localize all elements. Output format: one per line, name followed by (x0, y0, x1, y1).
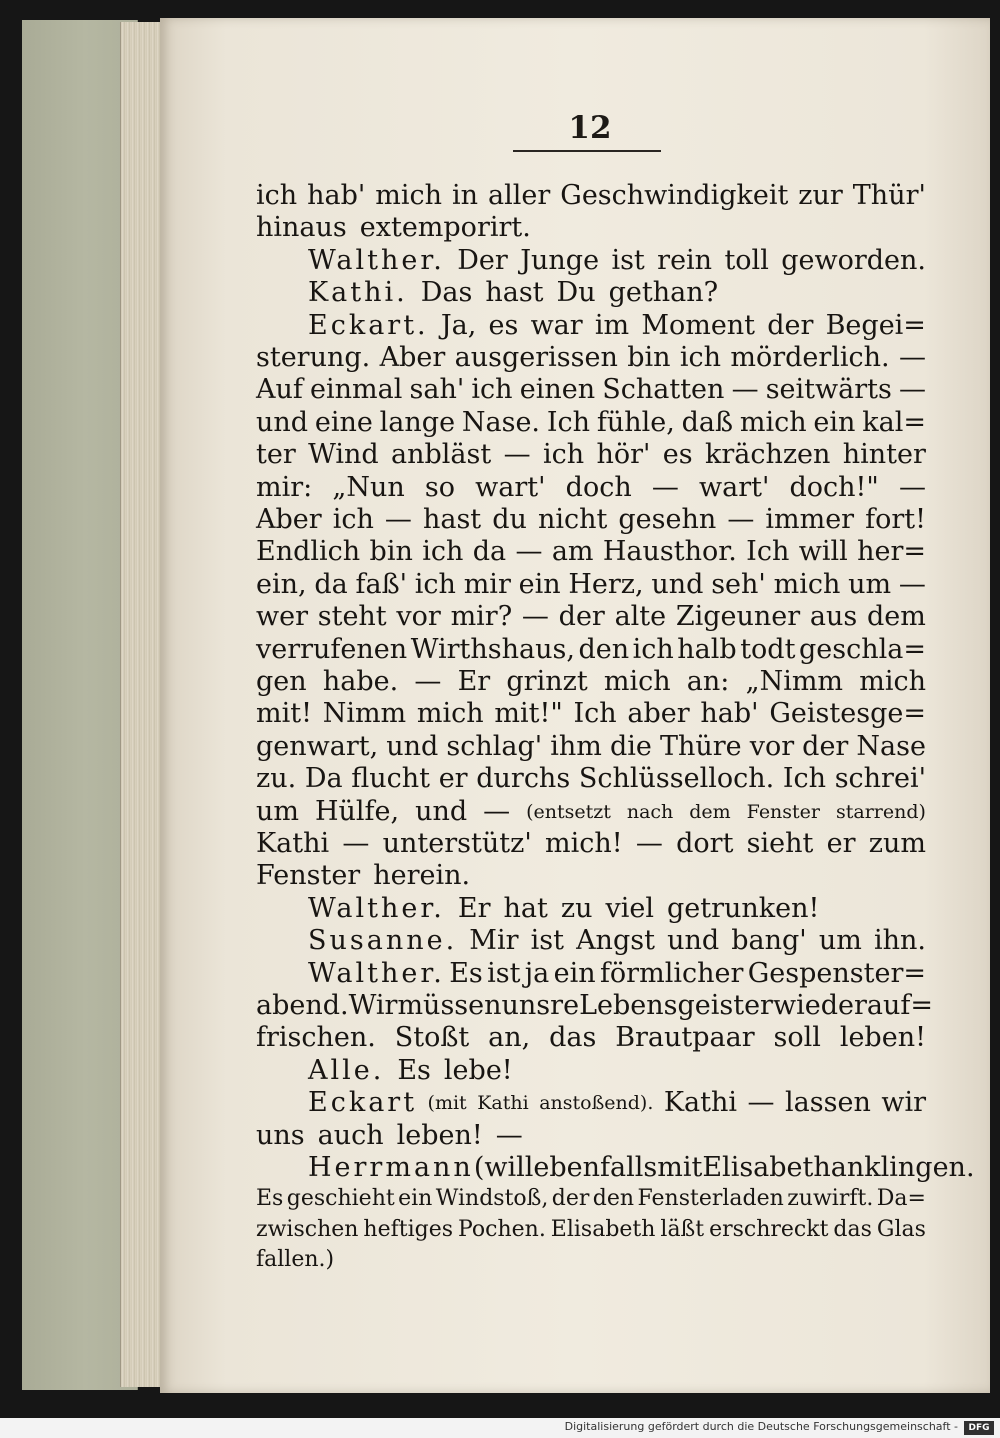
text-line: Auf einmal sah' ich einen Schatten — seitwärts — (256, 374, 926, 406)
text-line: wer steht vor mir? — der alte Zigeuner aus dem (256, 601, 926, 633)
page-edges (120, 22, 161, 1387)
text-line: um Hülfe, und — (entsetzt nach dem Fenster starrend) (256, 795, 926, 827)
text-line: Aber ich — hast du nicht gesehn — immer fort! (256, 504, 926, 535)
text-line: ter Wind anbläst — ich hör' es krächzen hinter (256, 439, 926, 471)
text-line: zwischen heftiges Pochen. Elisabeth läßt erschreckt das Glas (256, 1216, 926, 1242)
text-line: frischen. Stoßt an, das Brautpaar soll leben! (256, 1022, 926, 1054)
text-line: genwart, und schlag' ihm die Thüre vor der Nase (256, 730, 926, 762)
text-line: abend. Wir müssen unsre Lebensgeister wieder auf= (256, 990, 933, 1021)
text-line: Kathi — unterstütz' mich! — dort sieht er zum (256, 828, 926, 859)
text-line: Fenster herein. (256, 860, 471, 892)
page-number: 12 (568, 110, 612, 146)
text-line: Herrmann (will ebenfalls mit Elisabeth anklingen. (308, 1152, 975, 1183)
text-line: Walther. Es ist ja ein förmlicher Gespenster= (308, 957, 926, 989)
text-line: zu. Da flucht er durchs Schlüsselloch. Ich schrei' (256, 763, 926, 795)
funding-credit: Digitalisierung gefördert durch die Deutsche Forschungsgemeinschaft - (564, 1420, 958, 1433)
text-line: gen habe. — Er grinzt mich an: „Nimm mich (256, 666, 926, 697)
footer-bar (0, 1418, 1000, 1438)
text-line: Es geschieht ein Windstoß, der den Fensterladen zuwirft. Da= (256, 1186, 926, 1212)
text-line: Eckart. Ja, es war im Moment der Begei= (308, 309, 926, 341)
text-line: Eckart (mit Kathi anstoßend). Kathi — lassen wir (308, 1087, 926, 1119)
header-rule (513, 150, 661, 152)
dfg-logo: DFG (964, 1421, 994, 1435)
book-page (160, 18, 990, 1393)
text-line: uns auch leben! — (256, 1119, 523, 1151)
text-line: hinaus extemporirt. (256, 212, 531, 244)
text-line: Kathi. Das hast Du gethan? (308, 277, 719, 309)
text-line: sterung. Aber ausgerissen bin ich mörderlich. — (256, 342, 926, 373)
text-line: Alle. Es lebe! (308, 1054, 513, 1086)
text-line: verrufenen Wirthshaus, den ich halb todt geschla= (256, 633, 926, 665)
text-line: mit! Nimm mich mit!" Ich aber hab' Geistesge= (256, 698, 926, 730)
text-line: und eine lange Nase. Ich fühle, daß mich ein kal= (256, 406, 926, 438)
text-line: ich hab' mich in aller Geschwindigkeit zur Thür' (256, 180, 926, 211)
text-line: Susanne. Mir ist Angst und bang' um ihn. (308, 925, 926, 957)
text-line: Endlich bin ich da — am Hausthor. Ich will her= (256, 536, 926, 568)
text-line: ein, da faß' ich mir ein Herz, und seh' mich um — (256, 568, 926, 600)
text-line: mir: „Nun so wart' doch — wart' doch!" — (256, 471, 926, 503)
text-line: Walther. Der Junge ist rein toll geworden. (308, 244, 926, 276)
text-line: fallen.) (256, 1247, 335, 1273)
text-line: Walther. Er hat zu viel getrunken! (308, 892, 820, 924)
